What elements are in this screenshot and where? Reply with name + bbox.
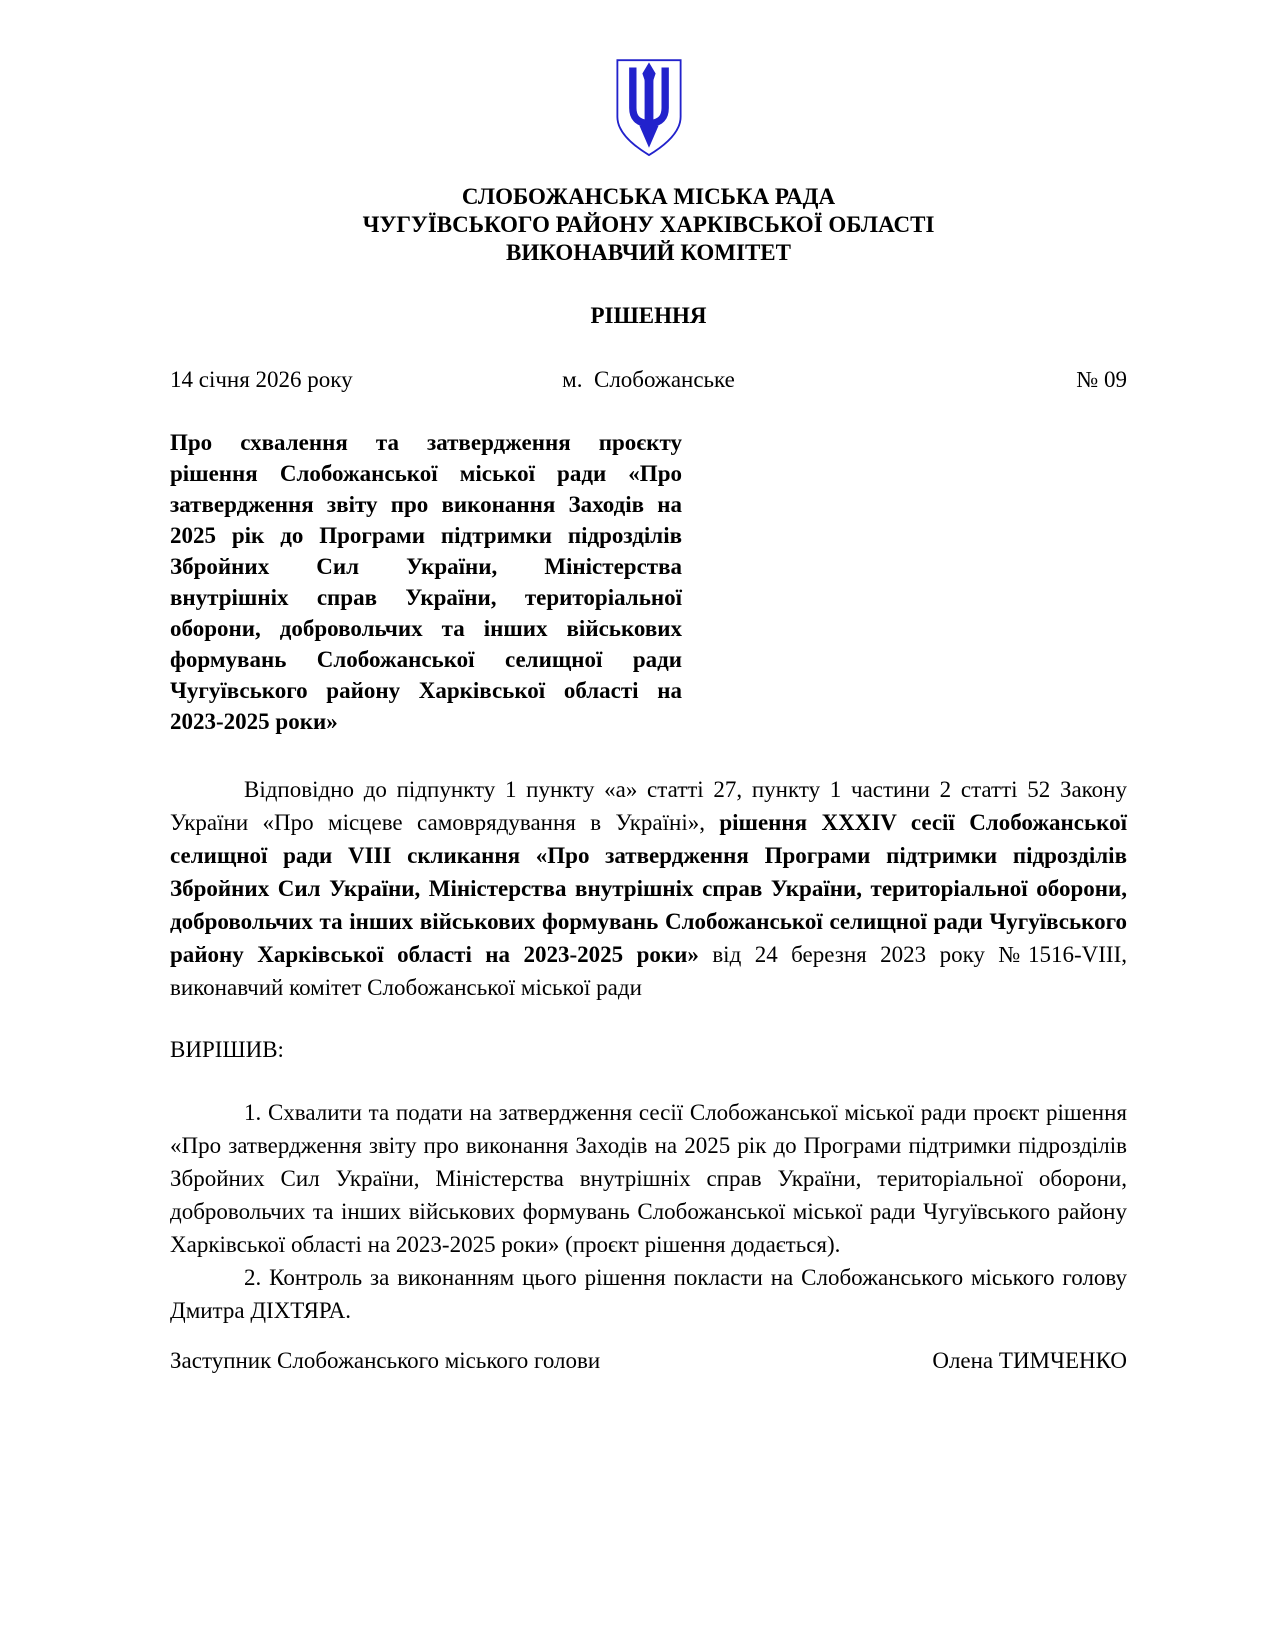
org-name-line1: СЛОБОЖАНСЬКА МІСЬКА РАДА: [461, 184, 836, 209]
preamble-bold: рішення XXXIV сесії Слобожанської селищної ради VIII скликання «Про затвердження Програми підтримки підрозділів Збройних Сил України, Міністерства внутрішніх справ України, територіальної оборони, добровольчих та інших військових формувань Слобожанської селищної ради Чугуївського району Харківської області на 2023-2025 роки»: [170, 810, 1127, 967]
preamble-regular-1: Відповідно до підпункту 1 пункту «а» статті 27, пункту 1 частини 2 статті 52 Закону України «Про місцеве самоврядування в Україні»,: [170, 777, 1127, 835]
document-date: 14 січня 2026 року: [170, 367, 353, 392]
org-header: [170, 183, 1127, 267]
decision-subject: Про схвалення та затвердження проєкту рішення Слобожанської міської ради «Про затвердження звіту про виконання Заходів на 2025 рік до Програми підтримки підрозділів Збройних Сил України, Міністерства внутрішніх справ України, територіальної оборони, добровольчих та інших військових формувань Слобожанської селищної ради Чугуївського району Харківської області на 2023-2025 роки»: [170, 430, 682, 734]
document-type-title: РІШЕННЯ: [590, 303, 707, 328]
org-name-line3: ВИКОНАВЧИЙ КОМІТЕТ: [505, 240, 791, 265]
signer-title: Заступник Слобожанського міського голови: [170, 1348, 601, 1373]
document-number: № 09: [1076, 367, 1128, 392]
signature-line: [170, 1348, 1127, 1374]
decision-items: [170, 1096, 1127, 1327]
trident-center: [639, 62, 658, 147]
document-place: м. Слобожанське: [562, 367, 735, 392]
decision-item-2: 2. Контроль за виконанням цього рішення покласти на Слобожанського міського голову Дмитра ДІХТЯРА.: [170, 1265, 1127, 1323]
resolved-label: ВИРІШИВ:: [170, 1037, 284, 1062]
emblem-container: [170, 58, 1127, 163]
signer-name: Олена ТИМЧЕНКО: [932, 1348, 1127, 1373]
decision-item-1: 1. Схвалити та подати на затвердження сесії Слобожанської міської ради проєкт рішення «Про затвердження звіту про виконання Заходів на 2025 рік до Програми підтримки підрозділів Збройних Сил України, Міністерства внутрішніх справ України, територіальної оборони, добровольчих та інших військових формувань Слобожанської міської ради Чугуївського району Харківської області на 2023-2025 роки» (проєкт рішення додається).: [170, 1100, 1127, 1257]
meta-line: [170, 367, 1127, 393]
org-name-line2: ЧУГУЇВСЬКОГО РАЙОНУ ХАРКІВСЬКОЇ ОБЛАСТІ: [362, 212, 935, 237]
preamble-paragraph: [170, 773, 1127, 1004]
ukraine-trident-icon: [612, 58, 686, 158]
preamble-regular-2: від 24 березня 2023 року №1516-VIII, виконавчий комітет Слобожанської міської ради: [170, 942, 1127, 1000]
